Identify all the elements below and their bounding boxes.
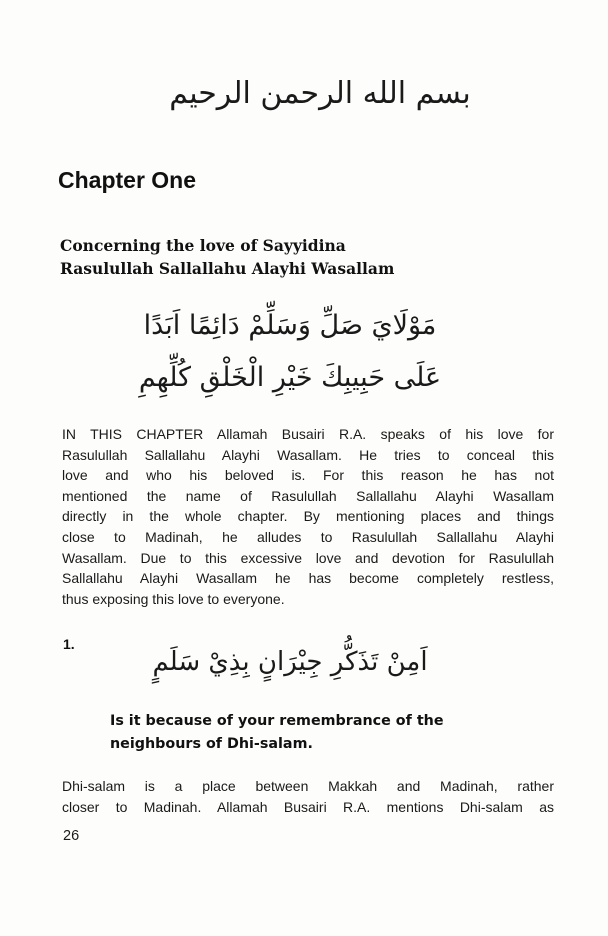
- translation-line: Is it because of your remembrance of the: [110, 713, 444, 729]
- paragraph-line: Wasallam. Due to this excessive love and devotion for Rasulullah: [62, 549, 554, 566]
- paragraph-line: thus exposing this love to everyone.: [62, 590, 285, 607]
- paragraph-line: closer to Madinah. Allamah Busairi R.A. mentions Dhi-salam as: [62, 799, 554, 815]
- verse-number: 1.: [63, 636, 75, 652]
- page-number: 26: [63, 828, 80, 844]
- paragraph-line: Dhi-salam is a place between Makkah and Madinah, rather: [62, 778, 554, 794]
- arabic-verse-line: مَوْلَايَ صَلِّ وَسَلِّمْ دَائِمًا اَبَدًا: [143, 310, 437, 341]
- paragraph-line: close to Madinah, he alludes to Rasulullah Sallallahu Alayhi: [62, 528, 554, 545]
- subheading-line: Concerning the love of Sayyidina: [60, 236, 346, 255]
- intro-paragraph: [62, 424, 554, 609]
- explanation-paragraph: [62, 776, 554, 818]
- paragraph-line: Sallallahu Alayhi Wasallam he has become completely restless,: [62, 570, 554, 587]
- paragraph-line: mentioned the name of Rasulullah Sallallahu Alayhi Wasallam: [62, 487, 554, 504]
- verse-translation: [110, 710, 550, 755]
- bismillah-heading: بسم الله الرحمن الرحيم: [169, 76, 471, 111]
- chapter-title: Chapter One: [58, 167, 197, 193]
- paragraph-line: love and who his beloved is. For this reason he has not: [62, 467, 554, 484]
- subheading-line: Rasulullah Sallallahu Alayhi Wasallam: [60, 259, 395, 278]
- paragraph-line: directly in the whole chapter. By mentioning places and things: [62, 508, 554, 525]
- arabic-verse-line: عَلَى حَبِيبِكَ خَيْرِ الْخَلْقِ كُلِّهِمِ: [138, 362, 442, 393]
- arabic-verse-one: اَمِنْ تَذَكُّرِ جِيْرَانٍ بِذِيْ سَلَمٍ: [152, 647, 428, 677]
- paragraph-line: IN THIS CHAPTER Allamah Busairi R.A. speaks of his love for: [62, 426, 554, 442]
- translation-line: neighbours of Dhi-salam.: [110, 735, 313, 752]
- arabic-verse-main: [120, 300, 460, 404]
- paragraph-line: Rasulullah Sallallahu Alayhi Wasallam. He tries to conceal this: [62, 446, 554, 463]
- chapter-subheading: [60, 234, 540, 280]
